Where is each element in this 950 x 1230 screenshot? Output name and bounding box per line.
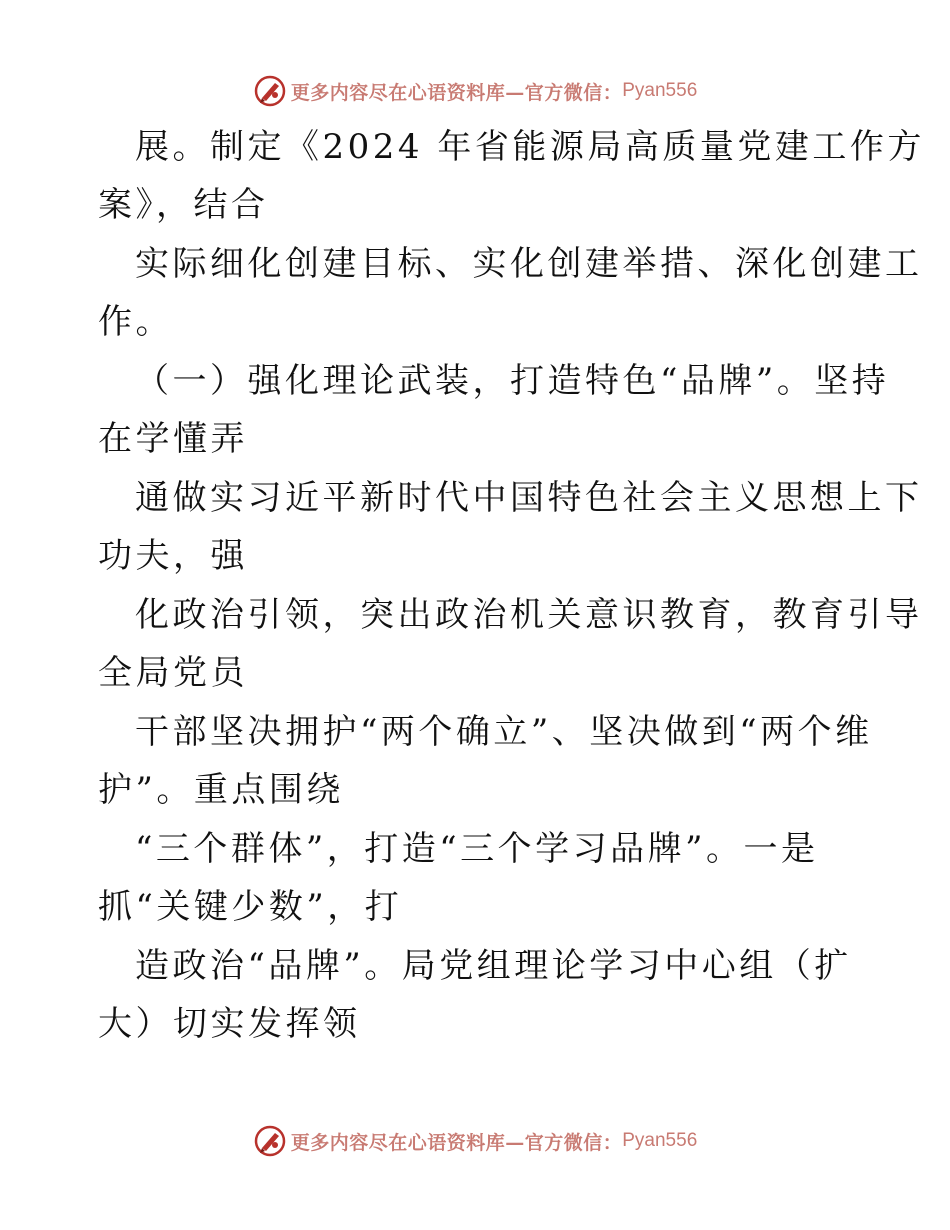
watermark-account: Pyan556 bbox=[622, 1130, 698, 1151]
body-line: 全局党员 bbox=[98, 653, 248, 693]
body-line: 在学懂弄 bbox=[98, 419, 248, 459]
pen-logo-icon bbox=[253, 1124, 287, 1158]
watermark-text: 更多内容尽在心语资料库—官方微信： bbox=[290, 1131, 623, 1154]
body-line: 大）切实发挥领 bbox=[98, 1004, 361, 1044]
body-line: 案》，结合 bbox=[98, 185, 269, 225]
body-line: 护”。重点围绕 bbox=[98, 770, 344, 810]
body-line: （一）强化理论武装，打造特色“品牌”。坚持 bbox=[135, 361, 890, 401]
watermark-text: 更多内容尽在心语资料库—官方微信： bbox=[290, 81, 623, 104]
header-watermark bbox=[0, 71, 950, 111]
body-line: 实际细化创建目标、实化创建举措、深化创建工 bbox=[135, 244, 923, 284]
watermark-account: Pyan556 bbox=[622, 80, 698, 101]
body-line: “三个群体”，打造“三个学习品牌”。一是 bbox=[135, 829, 819, 869]
body-line: 展。制定《2024 年省能源局高质量党建工作方 bbox=[135, 127, 925, 167]
body-line: 化政治引领，突出政治机关意识教育，教育引导 bbox=[135, 595, 923, 635]
footer-watermark bbox=[0, 1121, 950, 1161]
body-line: 作。 bbox=[98, 302, 173, 342]
pen-logo-icon bbox=[253, 74, 287, 108]
body-line: 通做实习近平新时代中国特色社会主义思想上下 bbox=[135, 478, 923, 518]
body-line: 抓“关键少数”，打 bbox=[98, 887, 403, 927]
body-line: 功夫，强 bbox=[98, 536, 248, 576]
body-line: 造政治“品牌”。局党组理论学习中心组（扩 bbox=[135, 946, 852, 986]
body-line: 干部坚决拥护“两个确立”、坚决做到“两个维 bbox=[135, 712, 873, 752]
